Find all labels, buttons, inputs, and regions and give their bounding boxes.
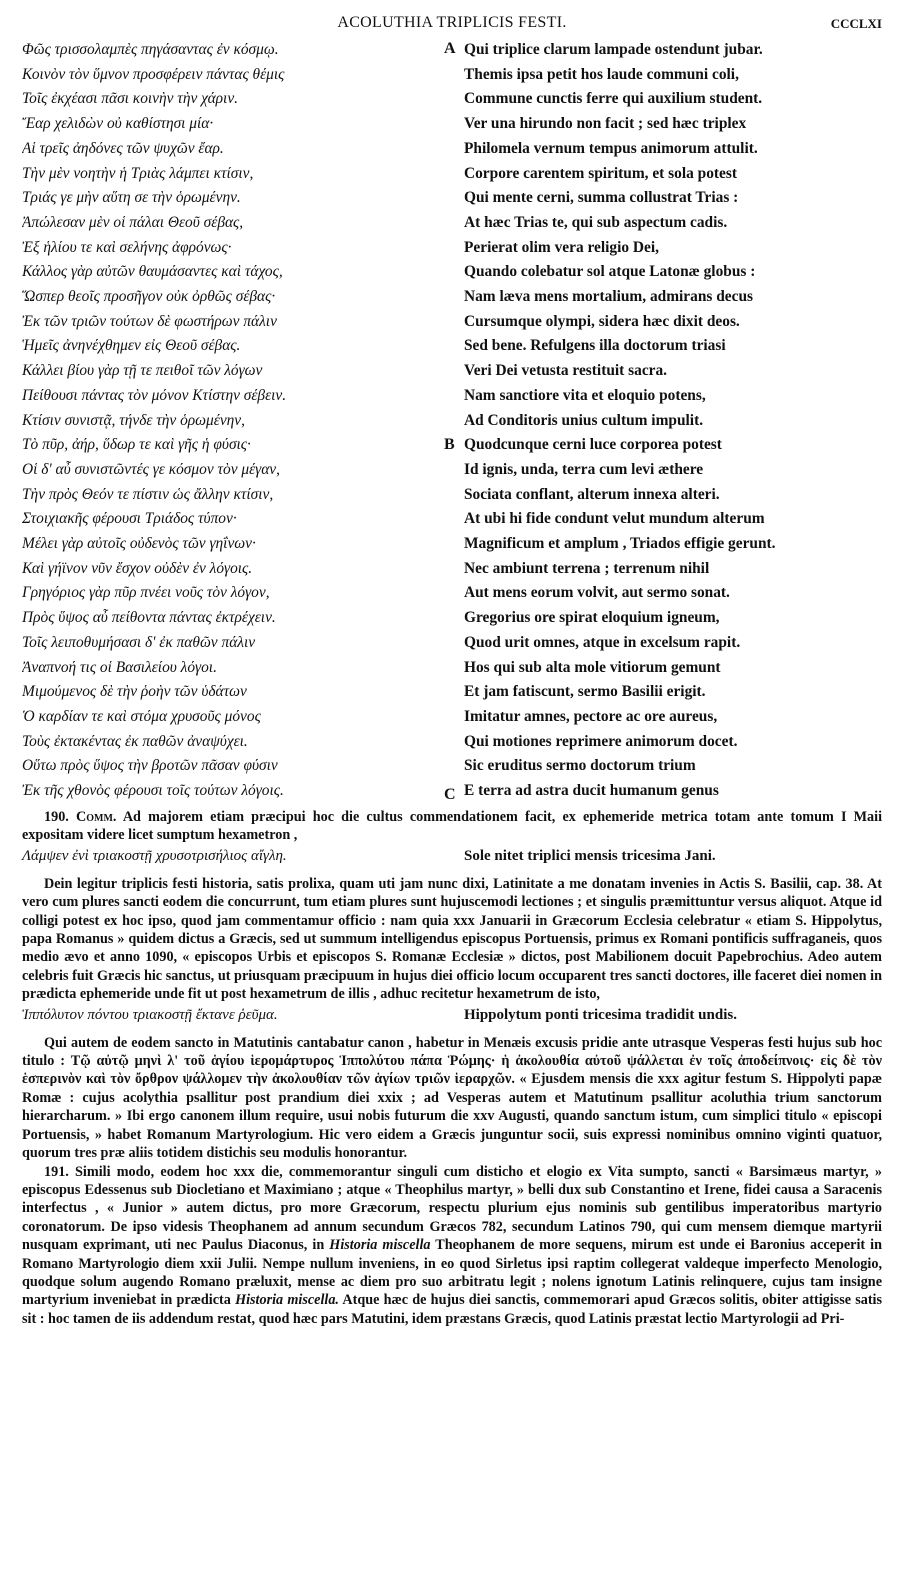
latin-verse-line: Quodcunque cerni luce corporea potest <box>464 436 722 454</box>
greek-verse-line: Φῶς τρισσολαμπὲς πηγάσαντας ἐν κόσμῳ. <box>22 41 279 58</box>
verse-hexameter-2 <box>22 1007 882 1031</box>
marker-c: C <box>444 786 456 803</box>
latin-column <box>464 38 882 804</box>
verse-latin: Hippolytum ponti tricesima tradidit undis. <box>464 1006 737 1023</box>
greek-verse-line: Μιμούμενος δὲ τὴν ῥοὴν τῶν ὑδάτων <box>22 683 247 701</box>
greek-verse-line: Ἐκ τῆς χθονὸς φέρουσι τοῖς τούτων λόγοις. <box>22 782 284 800</box>
page <box>22 12 882 1328</box>
greek-verse-line: Ἀναπνοή τις οἱ Βασιλείου λόγοι. <box>22 658 217 676</box>
latin-verse-line: At hæc Trias te, qui sub aspectum cadis. <box>464 213 728 231</box>
verse-latin: Sole nitet triplici mensis tricesima Jani. <box>464 847 716 864</box>
greek-verse-line: Οἱ δ' αὖ συνιστῶντές γε κόσμον τὸν μέγαν, <box>22 460 280 478</box>
paragraph-qui: Qui autem de eodem sancto in Matutinis cantabatur canon , habetur in Menæis excusis pridie ante utrasque Vesperas festi hujus sub hoc titulo : Τῷ αὐτῷ μηνὶ λ' τοῦ ἁγίου ἱερομάρτυρος Ἱππολύτου πάπα Ῥώμης· ἡ ἀκολουθία αὐτοῦ ψάλλεται ἐν τοῖς ἀποδείπνοις· εἰς δὲ τὸν ἑσπερινὸν καὶ τὸν ὄρθρον ψάλλομεν τὴν ἀκολουθίαν τῶν ἁγίων τριῶν ἱεραρχῶν. « Ejusdem mensis die xxx agitur festum S. Hippolyti papæ Romæ : cujus acolythia psallitur post prandium diei xxix ; ad Vesperas autem et Matutinum psallitur acoluthia trium sanctorum hierarcharum. » Ibi ergo canonem illum require, usui nobis futurum die xxv Augusti, quando sanctum istum, cum simplici titulo « episcopi Portuensis, » habet Romanum Martyrologium. Hic vero eidem a Græcis junguntur socii, suis expressi nominibus omnino viginti quatuor, quorum tres præ aliis totidem distichis seu modulis honorantur. <box>22 1034 882 1162</box>
latin-verse-line: Corpore carentem spiritum, et sola potest <box>464 164 737 182</box>
latin-verse-line: Aut mens eorum volvit, aut sermo sonat. <box>464 584 730 602</box>
greek-verse-line: Οὕτω πρὸς ὕψος τὴν βροτῶν πᾶσαν φύσιν <box>22 757 278 775</box>
page-title: ACOLUTHIA TRIPLICIS FESTI. <box>337 14 567 31</box>
latin-verse-line: Qui motiones reprimere animorum docet. <box>464 732 738 750</box>
greek-verse-line: Τὴν πρὸς Θεόν τε πίστιν ὡς ἄλλην κτίσιν, <box>22 485 274 503</box>
latin-verse-line: Cursumque olympi, sidera hæc dixit deos. <box>464 312 740 330</box>
greek-verse-line: Ὥσπερ θεοῖς προσῆγον οὐκ ὀρθῶς σέβας· <box>22 288 276 306</box>
latin-verse-line: Qui triplice clarum lampade ostendunt jubar. <box>464 41 763 58</box>
latin-verse-line: Id ignis, unda, terra cum levi æthere <box>464 460 704 478</box>
paragraph-text: Ad majorem etiam præcipui hoc die cultus commendationem facit, ex ephemeride metrica totam ante tomum I Maii expositam videre licet sumptum hexametron , <box>22 809 883 844</box>
latin-verse-line: Quod urit omnes, atque in excelsum rapit. <box>464 633 741 651</box>
greek-verse-line: Κάλλος γὰρ αὐτῶν θαυμάσαντες καὶ τάχος, <box>22 263 283 281</box>
parallel-text <box>22 38 882 808</box>
latin-verse-line: Nec ambiunt terrena ; terrenum nihil <box>464 559 710 577</box>
greek-verse-line: Ἔαρ χελιδὼν οὐ καθίστησι μία· <box>22 115 214 133</box>
latin-verse-line: Magnificum et amplum , Triados effigie gerunt. <box>464 535 776 553</box>
paragraph-number: 190. <box>44 809 69 825</box>
greek-verse-line: Τοὺς ἐκτακέντας ἐκ παθῶν ἀναψύχει. <box>22 732 248 750</box>
greek-verse-line: Μέλει γὰρ αὐτοῖς οὐδενὸς τῶν γηΐνων· <box>22 535 256 553</box>
latin-verse-line: Philomela vernum tempus animorum attulit. <box>464 139 758 157</box>
italic-title: Historia miscella <box>329 1237 431 1254</box>
greek-verse-line: Κτίσιν συνιστᾷ, τήνδε τὴν ὁρωμένην, <box>22 411 245 429</box>
greek-verse-line: Αἱ τρεῖς ἀηδόνες τῶν ψυχῶν ἔαρ. <box>22 139 224 157</box>
greek-column <box>22 38 442 804</box>
latin-verse-line: Nam læva mens mortalium, admirans decus <box>464 288 753 306</box>
greek-verse-line: Πρὸς ὕψος αὖ πείθοντα πάντας ἐκτρέχειν. <box>22 609 276 627</box>
latin-verse-line: Nam sanctiore vita et eloquio potens, <box>464 386 706 404</box>
latin-verse-line: Sociata conflant, alterum innexa alteri. <box>464 485 720 503</box>
greek-verse-line: Ἀπώλεσαν μὲν οἱ πάλαι Θεοῦ σέβας, <box>22 213 244 231</box>
latin-verse-line: Gregorius ore spirat eloquium igneum, <box>464 609 720 627</box>
verse-greek: Ἱππόλυτον πόντου τριακοστῇ ἔκτανε ῥεῦμα. <box>22 1006 278 1023</box>
greek-verse-line: Ὁ καρδίαν τε καὶ στόμα χρυσοῦς μόνος <box>22 707 261 725</box>
greek-verse-line: Τοῖς ἐκχέασι πᾶσι κοινὴν τὴν χάριν. <box>22 90 239 108</box>
paragraph-190 <box>22 808 882 845</box>
italic-title: Historia miscella. <box>235 1292 339 1309</box>
latin-verse-line: At ubi hi fide condunt velut mundum alterum <box>464 510 765 528</box>
verse-greek: Λάμψεν ἐνὶ τριακοστῇ χρυσοτρισήλιος αἴγλη. <box>22 847 287 864</box>
latin-verse-line: Imitatur amnes, pectore ac ore aureus, <box>464 707 718 725</box>
greek-verse-line: Ἡμεῖς ἀνηνέχθημεν εἰς Θεοῦ σέβας. <box>22 337 241 355</box>
greek-verse-line: Πείθουσι πάντας τὸν μόνον Κτίστην σέβειν. <box>22 386 287 404</box>
greek-verse-line: Κάλλει βίου γὰρ τῇ τε πειθοῖ τῶν λόγων <box>22 362 263 380</box>
latin-verse-line: Quando colebatur sol atque Latonæ globus : <box>464 263 756 281</box>
marker-b: B <box>444 436 455 453</box>
folio-number: CCCLXI <box>830 16 882 31</box>
latin-verse-line: Sic eruditus sermo doctorum trium <box>464 757 696 775</box>
latin-verse-line: Perierat olim vera religio Dei, <box>464 238 660 256</box>
greek-verse-line: Ἐξ ἡλίου τε καὶ σελήνης ἀφρόνως· <box>22 238 232 256</box>
latin-verse-line: Ver una hirundo non facit ; sed hæc triplex <box>464 115 747 133</box>
latin-verse-line: Et jam fatiscunt, sermo Basilii erigit. <box>464 683 706 701</box>
latin-verse-line: Qui mente cerni, summa collustrat Trias : <box>464 189 739 207</box>
greek-verse-line: Τριάς γε μὴν αὕτη σε τὴν ὁρωμένην. <box>22 189 241 207</box>
latin-verse-line: Hos qui sub alta mole vitiorum gemunt <box>464 658 721 676</box>
latin-verse-line: E terra ad astra ducit humanum genus <box>464 782 719 800</box>
paragraph-number: 191. <box>44 1163 69 1180</box>
greek-verse-line: Τὴν μὲν νοητὴν ἡ Τριὰς λάμπει κτίσιν, <box>22 164 254 182</box>
paragraph-191: 191. Simili modo, eodem hoc xxx die, commemorantur singuli cum disticho et elogio ex Vita sumpto, sancti « Barsimæus martyr, » episcopus Edessenus sub Diocletiano et Maximiano ; atque « Theophilus martyr, » belli dux sub Constantino et Irene, fidei causa a Saracenis interfectus , « Junior » autem dictus, pro more Græcorum, respectu plurium ejus nominis sub gentilibus imperatoribus martyrio coronatorum. De ipso videsis Theophanem ad annum secundum Græcos 782, secundum Latinos 790, qui cum mensem diemque martyrii nusquam exprimant, uti nec Paulus Diaconus, in Historia miscella Theophanem de more sequens, mirum est unde ei Baronius acceperit in Romano Martyrologio diem xxii Julii. Nempe nullum inveniens, in eo quod Sirletus ipsi raptim collegerat valdeque imperfecto Menologio, quodque solum augendo Romano præluxit, mense ac diem pro suo arbitratu legit ; nolens ignotum Latinis relinquere, cujus tam insigne martyrium inveniebat in prædicta Historia miscella. Atque hæc de hujus diei sanctis, commemorari apud Græcos solitis, obiter attigisse satis sit : hoc tamen de iis addendum restat, quod hæc pars Matutini, idem præstans Græcis, quod Latinis præstat lectio Martyrologii ad Pri- <box>22 1163 883 1327</box>
latin-verse-line: Sed bene. Refulgens illa doctorum triasi <box>464 337 726 355</box>
running-header <box>22 12 882 38</box>
latin-verse-line: Veri Dei vetusta restituit sacra. <box>464 362 668 380</box>
greek-verse-line: Γρηγόριος γὰρ πῦρ πνέει νοῦς τὸν λόγον, <box>22 584 270 602</box>
greek-verse-line: Ἐκ τῶν τριῶν τούτων δὲ φωστήρων πάλιν <box>22 312 277 330</box>
greek-verse-line: Στοιχιακῆς φέρουσι Τριάδος τύπον· <box>22 510 237 528</box>
verse-hexameter-1 <box>22 848 882 872</box>
latin-verse-line: Commune cunctis ferre qui auxilium student. <box>464 90 763 108</box>
latin-verse-line: Ad Conditoris unius cultum impulit. <box>464 411 704 429</box>
greek-verse-line: Τὸ πῦρ, ἀήρ, ὕδωρ τε καὶ γῆς ἡ φύσις· <box>22 436 251 454</box>
marker-a: A <box>444 40 456 57</box>
comm-label: Comm. <box>75 809 117 825</box>
greek-verse-line: Κοινὸν τὸν ὕμνον προσφέρειν πάντας θέμις <box>22 65 285 83</box>
greek-verse-line: Καὶ γήϊνον νῦν ἔσχον οὐδὲν ἐν λόγοις. <box>22 559 253 577</box>
latin-verse-line: Themis ipsa petit hos laude communi coli, <box>464 65 739 83</box>
greek-verse-line: Τοῖς λειποθυμήσασι δ' ἐκ παθῶν πάλιν <box>22 633 256 651</box>
paragraph-dein: Dein legitur triplicis festi historia, satis prolixa, quam uti jam nunc dixi, Latinitate a me donatam invenies in Actis S. Basilii, cap. 38. At vero cum plures sancti eodem die concurrunt, tum etiam plures sunt hujuscemodi lectiones ; et singulis præmittuntur versus aliquot. Atque id colligi potest ex hoc ipso, quod jam commentamur officio : nam quia xxx Januarii in Græcorum Ecclesia celebratur « etiam S. Hippolytus, papa Romanus » quidem dictus a Græcis, sed ut summum intelligendus episcopus Portuensis, primus ex Romani pontificis suffraganeis, quos medio ævo et anno 1090, « episcopos Urbis et episcopos S. Romanæ Ecclesiæ » dictos, post Mabilionem docuit Papebrochius. Adeo autem celebris fuit Græcis hic sanctus, ut priusquam præcipuum in hujus diei officio locum occuparent tres sancti doctores, ille faceret diei nomen in prædicta ephemeride unde fit ut post hexametrum de illis , adhuc recitetur hexametrum de isto, <box>22 875 882 1003</box>
